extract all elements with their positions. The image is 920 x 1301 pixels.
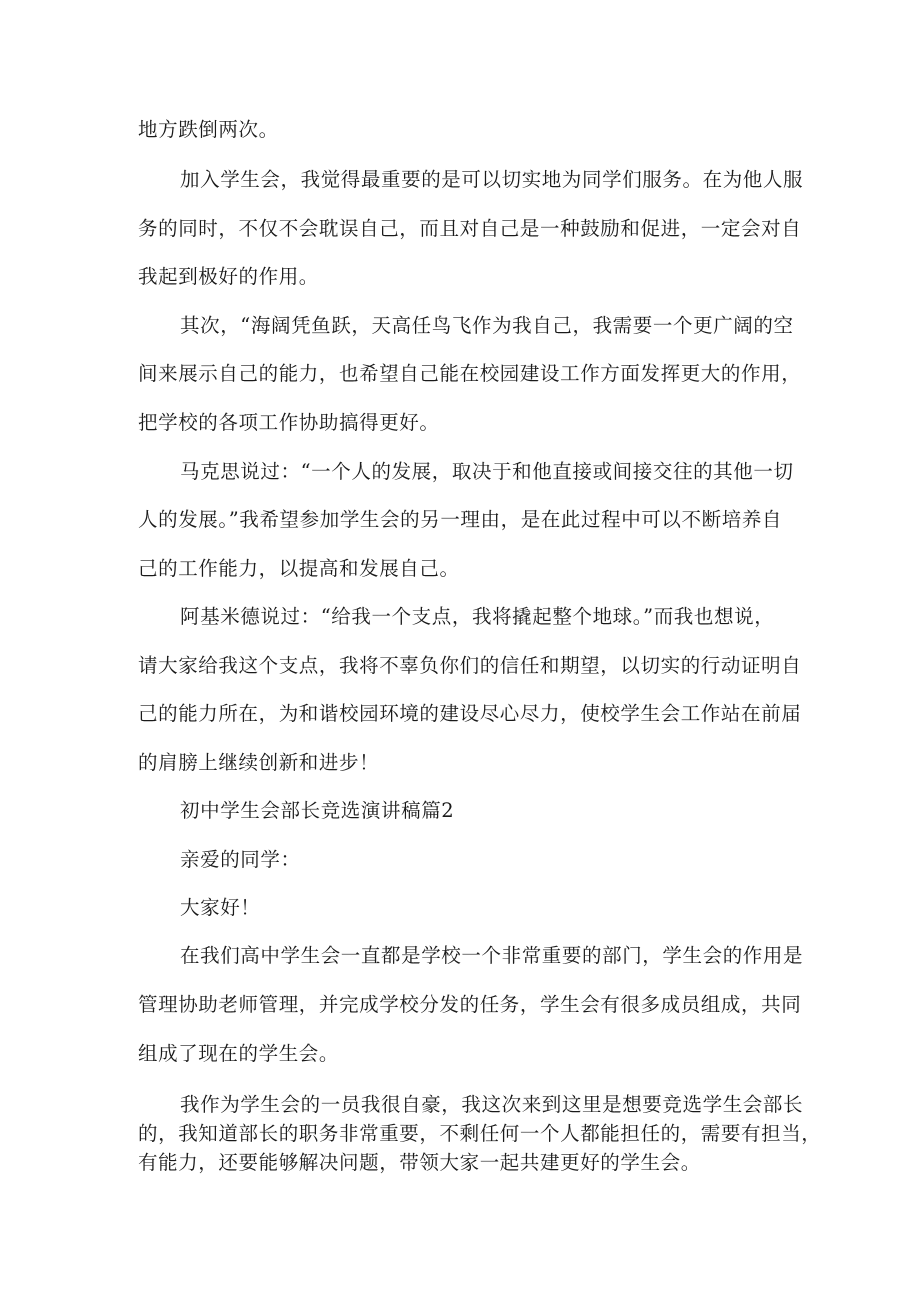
text-line: 我作为学生会的一员我很自豪，我这次来到这里是想要竞选学生会部长 [180,1093,804,1116]
salutation: 亲爱的同学： [180,848,301,871]
text-line: 有能力，还要能够解决问题，带领大家一起共建更好的学生会。 [138,1151,701,1174]
section-heading: 初中学生会部长竞选演讲稿篇2 [180,799,455,822]
text-line: 务的同时，不仅不会耽误自己，而且对自己是一种鼓励和促进，一定会对自 [138,217,802,240]
text-line: 己的工作能力，以提高和发展自己。 [138,557,460,580]
text-line: 的，我知道部长的职务非常重要，不剩任何一个人都能担任的，需要有担当， [138,1122,822,1145]
text-line: 的肩膀上继续创新和进步！ [138,751,380,774]
text-line: 我起到极好的作用。 [138,265,319,288]
greeting: 大家好！ [180,896,261,919]
text-line: 己的能力所在，为和谐校园环境的建设尽心尽力，使校学生会工作站在前届 [138,702,802,725]
text-line: 把学校的各项工作协助搞得更好。 [138,411,440,434]
text-line: 间来展示自己的能力，也希望自己能在校园建设工作方面发挥更大的作用， [138,362,802,385]
text-line: 地方跌倒两次。 [138,118,279,141]
text-line: 阿基米德说过：“给我一个支点，我将撬起整个地球。”而我也想说， [180,605,775,628]
text-line: 组成了现在的学生会。 [138,1042,340,1065]
text-line: 其次，“海阔凭鱼跃，天高任鸟飞作为我自己，我需要一个更广阔的空 [180,314,794,337]
text-line: 人的发展。”我希望参加学生会的另一理由，是在此过程中可以不断培养自 [138,508,783,531]
text-line: 管理协助老师管理，并完成学校分发的任务，学生会有很多成员组成，共同 [138,993,802,1016]
text-line: 在我们高中学生会一直都是学校一个非常重要的部门，学生会的作用是 [180,944,804,967]
text-line: 马克思说过：“一个人的发展，取决于和他直接或间接交往的其他一切 [180,460,794,483]
text-line: 请大家给我这个支点，我将不辜负你们的信任和期望，以切实的行动证明自 [138,654,802,677]
text-line: 加入学生会，我觉得最重要的是可以切实地为同学们服务。在为他人服 [180,168,804,191]
